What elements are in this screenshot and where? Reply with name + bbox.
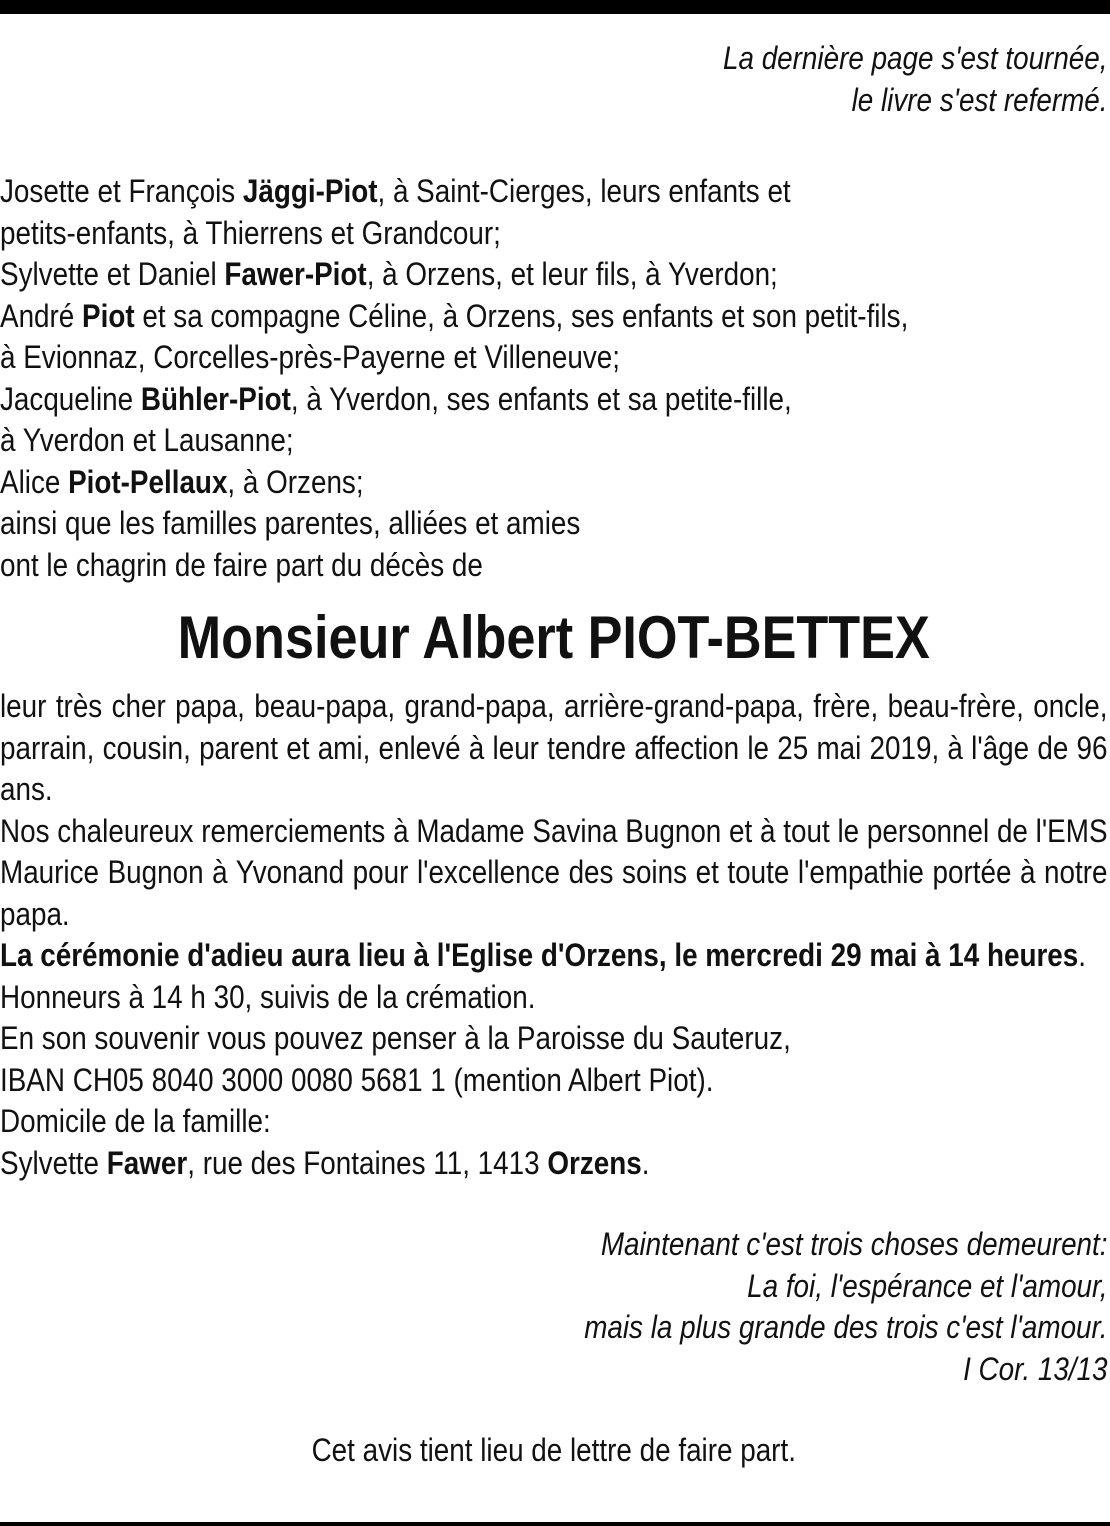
ceremony-details: La cérémonie d'adieu aura lieu à l'Eglise d'Orzens, le mercredi 29 mai à 14 heures — [0, 937, 1079, 973]
family-entry-text: à Yverdon et Lausanne; — [0, 422, 294, 458]
family-entry-text: , à Yverdon, ses enfants et sa petite-fille, — [290, 380, 792, 417]
ceremony-announcement — [0, 935, 1108, 977]
family-entry — [0, 545, 1108, 587]
family-entry-text: Josette et François — [0, 173, 243, 209]
address-text: , rue des Fontaines 11, 1413 — [187, 1144, 548, 1181]
deceased-name: Monsieur Albert PIOT-BETTEX — [177, 604, 930, 671]
address-name: Fawer — [106, 1144, 188, 1181]
family-entry-text: et sa compagne Céline, à Orzens, ses enfants et son petit-fils, — [134, 297, 909, 334]
bottom-border-rule — [0, 1522, 1110, 1526]
practical-details — [0, 977, 1108, 1185]
family-surname: Fawer-Piot — [224, 256, 367, 292]
domicile-label: Domicile de la famille: — [0, 1103, 271, 1139]
family-entry — [0, 379, 1108, 421]
deceased-description: leur très cher papa, beau-papa, grand-papa, arrière-grand-papa, frère, beau-frère, oncle, parrain, cousin, parent et ami, enlevé à leur tendre affection le 25 mai 2019, à l'âge de 96 ans. — [0, 688, 1108, 807]
family-address — [0, 1143, 1108, 1185]
address-town: Orzens — [547, 1144, 642, 1181]
family-entry-text: André — [0, 297, 83, 334]
opening-verse-line: le livre s'est refermé. — [851, 81, 1108, 118]
family-entry-text: Jacqueline — [0, 380, 141, 417]
family-surname: Bühler-Piot — [140, 380, 291, 417]
family-entry — [0, 254, 1108, 296]
iban-line: IBAN CH05 8040 3000 0080 5681 1 (mention Albert Piot). — [0, 1061, 714, 1098]
family-entry-text: petits-enfants, à Thierrens et Grandcour; — [0, 214, 501, 251]
footer-note: Cet avis tient lieu de lettre de faire part. — [311, 1432, 796, 1468]
top-border-rule — [0, 0, 1110, 14]
family-entry-text: Sylvette et Daniel — [0, 256, 225, 292]
closing-verse-line: mais la plus grande des trois c'est l'amour. — [584, 1309, 1108, 1345]
closing-verse-line: Maintenant c'est trois choses demeurent: — [600, 1226, 1108, 1262]
family-entry-text: , à Saint-Cierges, leurs enfants et — [377, 173, 791, 209]
closing-verse — [0, 1224, 1108, 1390]
family-entry — [0, 337, 1108, 379]
family-list — [0, 171, 1108, 586]
verse-reference: I Cor. 13/13 — [963, 1350, 1108, 1387]
address-text: Sylvette — [0, 1144, 107, 1181]
family-surname: Piot — [82, 297, 135, 334]
family-entry-text: ont le chagrin de faire part du décès de — [0, 546, 483, 583]
family-entry-text: , à Orzens; — [227, 463, 364, 500]
opening-verse-line: La dernière page s'est tournée, — [722, 40, 1108, 76]
family-entry — [0, 296, 1108, 338]
ceremony-period: . — [1078, 937, 1086, 973]
family-entry-text: à Evionnaz, Corcelles-près-Payerne et Villeneuve; — [0, 339, 621, 375]
family-entry — [0, 462, 1108, 504]
family-entry-text: ainsi que les familles parentes, alliées et amies — [0, 505, 581, 541]
family-entry — [0, 420, 1108, 462]
opening-verse — [0, 38, 1108, 121]
family-entry-text: Alice — [0, 463, 69, 500]
family-entry — [0, 213, 1108, 255]
memory-line: En son souvenir vous pouvez penser à la Paroisse du Sauteruz, — [0, 1020, 791, 1056]
closing-verse-line: La foi, l'espérance et l'amour, — [747, 1267, 1108, 1304]
thanks-paragraph: Nos chaleureux remerciements à Madame Savina Bugnon et à tout le personnel de l'EMS Maurice Bugnon à Yvonand pour l'excellence des soins et toute l'empathie portée à notre papa. — [0, 812, 1108, 932]
family-entry — [0, 171, 1108, 213]
family-entry — [0, 503, 1108, 545]
family-entry-text: , à Orzens, et leur fils, à Yverdon; — [366, 256, 778, 292]
honours-line: Honneurs à 14 h 30, suivis de la crémation. — [0, 978, 536, 1015]
notice-body — [0, 686, 1108, 977]
obituary-notice — [0, 38, 1108, 1472]
address-text: . — [641, 1144, 650, 1181]
family-surname: Piot-Pellaux — [68, 463, 228, 500]
family-surname: Jäggi-Piot — [242, 173, 378, 209]
